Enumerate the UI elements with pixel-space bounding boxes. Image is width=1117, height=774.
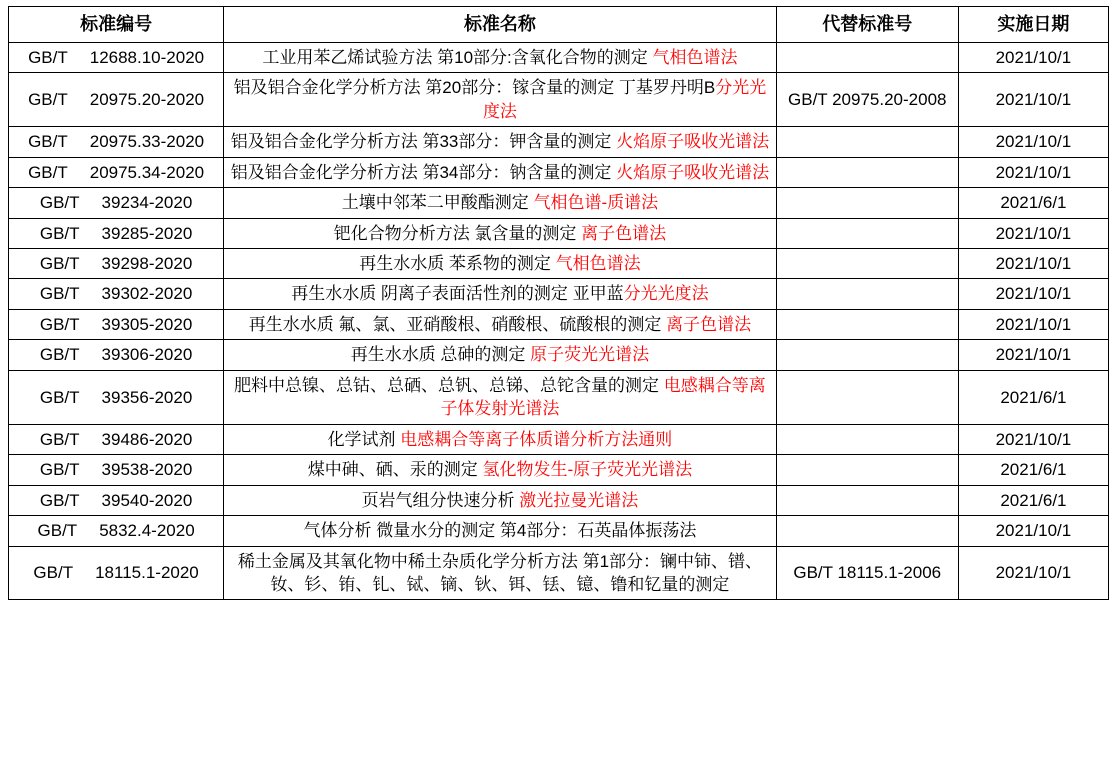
code-number: 39298-2020 [101, 254, 193, 273]
cell-standard-name [224, 309, 777, 339]
name-text: 化学试剂 [327, 429, 401, 449]
cell-standard-name [224, 455, 777, 485]
cell-standard-code [9, 546, 224, 600]
code-number: 5832.4-2020 [99, 521, 195, 541]
cell-effective-date: 2021/10/1 [958, 42, 1108, 72]
cell-standard-name [224, 546, 777, 600]
cell-replaced-code [776, 279, 958, 309]
name-text: 煤中砷、硒、汞的测定 [307, 460, 483, 480]
code-number: 39285-2020 [101, 223, 193, 243]
name-text: 再生水水质 氟、氯、亚硝酸根、硝酸根、硫酸根的测定 [248, 314, 667, 334]
cell-standard-code [9, 157, 224, 187]
code-number: 39302-2020 [101, 284, 193, 304]
cell-replaced-code [776, 485, 958, 515]
table-row [9, 73, 1109, 127]
table-row [9, 157, 1109, 187]
table-row [9, 188, 1109, 218]
table-row [9, 218, 1109, 248]
cell-effective-date: 2021/10/1 [958, 218, 1108, 248]
cell-standard-code [9, 340, 224, 370]
cell-replaced-code [776, 157, 958, 187]
cell-effective-date: 2021/10/1 [958, 309, 1108, 339]
table-row [9, 42, 1109, 72]
table-row [9, 279, 1109, 309]
code-prefix: GB/T [39, 254, 80, 273]
name-method-highlight: 气相色谱法 [652, 47, 738, 67]
name-method-highlight: 分光光度法 [482, 78, 767, 121]
cell-standard-name [224, 127, 777, 157]
cell-standard-code [9, 42, 224, 72]
cell-effective-date: 2021/10/1 [958, 157, 1108, 187]
code-number: 39234-2020 [101, 193, 193, 213]
cell-replaced-code [776, 309, 958, 339]
cell-replaced-code [776, 370, 958, 424]
cell-standard-name [224, 370, 777, 424]
name-method-highlight: 分光光度法 [623, 284, 709, 304]
code-number: 39538-2020 [101, 460, 193, 480]
cell-replaced-code [776, 218, 958, 248]
cell-effective-date: 2021/10/1 [958, 546, 1108, 600]
code-prefix: GB/T [39, 490, 80, 510]
code-number: 39356-2020 [101, 387, 193, 407]
code-number: 12688.10-2020 [89, 47, 205, 67]
cell-effective-date: 2021/10/1 [958, 279, 1108, 309]
code-prefix: GB/T [39, 345, 80, 365]
name-text: 铝及铝合金化学分析方法 第34部分：钠含量的测定 [230, 162, 617, 182]
cell-replaced-code [776, 340, 958, 370]
code-prefix: GB/T [39, 193, 80, 213]
cell-replaced-code [776, 249, 958, 279]
name-method-highlight: 气相色谱法 [555, 254, 641, 273]
cell-replaced-code: GB/T 18115.1-2006 [776, 546, 958, 600]
cell-standard-name [224, 42, 777, 72]
cell-replaced-code [776, 188, 958, 218]
name-text: 再生水水质 阴离子表面活性剂的测定 亚甲蓝 [291, 284, 624, 304]
code-prefix: GB/T [37, 521, 78, 541]
table-row [9, 370, 1109, 424]
table-row [9, 127, 1109, 157]
name-text: 再生水水质 总砷的测定 [350, 345, 531, 365]
code-number: 39540-2020 [101, 490, 193, 510]
cell-effective-date: 2021/10/1 [958, 249, 1108, 279]
cell-standard-name [224, 73, 777, 127]
code-number: 20975.34-2020 [89, 162, 205, 182]
name-text: 稀土金属及其氧化物中稀土杂质化学分析方法 第1部分：镧中铈、镨、钕、钐、铕、钆、铽、镝、钬、铒、铥、镱、镥和钇量的测定 [237, 551, 763, 594]
standards-table [8, 6, 1109, 600]
name-method-highlight: 离子色谱法 [581, 223, 667, 243]
cell-standard-code [9, 485, 224, 515]
cell-standard-code [9, 309, 224, 339]
cell-effective-date: 2021/10/1 [958, 424, 1108, 454]
cell-replaced-code [776, 516, 958, 546]
name-text: 铝及铝合金化学分析方法 第20部分：镓含量的测定 丁基罗丹明B [233, 78, 716, 98]
column-header-date: 实施日期 [958, 7, 1108, 43]
name-method-highlight: 电感耦合等离子体质谱分析方法通则 [400, 429, 673, 449]
cell-standard-name [224, 188, 777, 218]
name-text: 再生水水质 苯系物的测定 [359, 254, 556, 273]
name-method-highlight: 激光拉曼光谱法 [519, 490, 639, 510]
cell-standard-name [224, 218, 777, 248]
cell-replaced-code [776, 455, 958, 485]
cell-effective-date: 2021/6/1 [958, 188, 1108, 218]
cell-standard-code [9, 73, 224, 127]
cell-effective-date: 2021/10/1 [958, 516, 1108, 546]
code-prefix: GB/T [28, 162, 68, 182]
table-header-row [9, 7, 1109, 43]
cell-standard-name [224, 279, 777, 309]
column-header-code: 标准编号 [9, 7, 224, 43]
name-method-highlight: 气相色谱-质谱法 [533, 193, 659, 213]
cell-effective-date: 2021/10/1 [958, 127, 1108, 157]
cell-replaced-code [776, 42, 958, 72]
table-row [9, 516, 1109, 546]
code-number: 39306-2020 [101, 345, 193, 365]
code-prefix: GB/T [39, 387, 80, 407]
cell-replaced-code [776, 424, 958, 454]
name-text: 气体分析 微量水分的测定 第4部分：石英晶体振荡法 [303, 521, 697, 541]
column-header-replaced: 代替标准号 [776, 7, 958, 43]
cell-standard-code [9, 218, 224, 248]
code-prefix: GB/T [33, 563, 74, 583]
name-method-highlight: 原子荧光光谱法 [530, 345, 650, 365]
code-prefix: GB/T [28, 47, 68, 67]
cell-standard-name [224, 516, 777, 546]
code-prefix: GB/T [39, 314, 80, 334]
cell-effective-date: 2021/6/1 [958, 455, 1108, 485]
table-row [9, 309, 1109, 339]
table-row [9, 424, 1109, 454]
table-body [9, 42, 1109, 600]
cell-effective-date: 2021/6/1 [958, 485, 1108, 515]
cell-replaced-code [776, 127, 958, 157]
name-text: 土壤中邻苯二甲酸酯测定 [341, 193, 534, 213]
table-row [9, 546, 1109, 600]
name-text: 工业用苯乙烯试验方法 第10部分:含氧化合物的测定 [262, 47, 653, 67]
cell-standard-name [224, 424, 777, 454]
code-number: 20975.33-2020 [89, 132, 205, 152]
name-text: 肥料中总镍、总钴、总硒、总钒、总锑、总铊含量的测定 [234, 375, 664, 395]
table-row [9, 455, 1109, 485]
name-method-highlight: 火焰原子吸收光谱法 [616, 132, 770, 152]
code-prefix: GB/T [39, 429, 80, 449]
cell-effective-date: 2021/6/1 [958, 370, 1108, 424]
cell-standard-name [224, 340, 777, 370]
name-method-highlight: 氢化物发生-原子荧光光谱法 [482, 460, 693, 480]
table-row [9, 249, 1109, 279]
name-method-highlight: 离子色谱法 [666, 314, 752, 334]
code-number: 39305-2020 [101, 314, 193, 334]
cell-effective-date: 2021/10/1 [958, 340, 1108, 370]
code-prefix: GB/T [39, 223, 80, 243]
code-prefix: GB/T [28, 90, 68, 109]
name-method-highlight: 火焰原子吸收光谱法 [616, 162, 770, 182]
cell-standard-code [9, 279, 224, 309]
cell-standard-code [9, 370, 224, 424]
cell-standard-code [9, 516, 224, 546]
code-number: 39486-2020 [101, 429, 193, 449]
cell-replaced-code: GB/T 20975.20-2008 [776, 73, 958, 127]
code-prefix: GB/T [39, 284, 80, 304]
cell-standard-code [9, 188, 224, 218]
cell-standard-code [9, 249, 224, 279]
cell-standard-code [9, 424, 224, 454]
code-prefix: GB/T [39, 460, 80, 480]
column-header-name: 标准名称 [224, 7, 777, 43]
cell-standard-name [224, 157, 777, 187]
table-row [9, 485, 1109, 515]
table-row [9, 340, 1109, 370]
name-text: 钯化合物分析方法 氯含量的测定 [333, 223, 582, 243]
name-text: 页岩气组分快速分析 [361, 490, 520, 510]
name-method-highlight: 电感耦合等离子体发射光谱法 [440, 375, 766, 419]
cell-standard-name [224, 485, 777, 515]
code-number: 18115.1-2020 [95, 563, 199, 583]
code-number: 20975.20-2020 [89, 90, 205, 109]
code-prefix: GB/T [28, 132, 68, 152]
name-text: 铝及铝合金化学分析方法 第33部分：钾含量的测定 [230, 132, 617, 152]
cell-standard-code [9, 127, 224, 157]
cell-standard-code [9, 455, 224, 485]
cell-standard-name [224, 249, 777, 279]
cell-effective-date: 2021/10/1 [958, 73, 1108, 127]
